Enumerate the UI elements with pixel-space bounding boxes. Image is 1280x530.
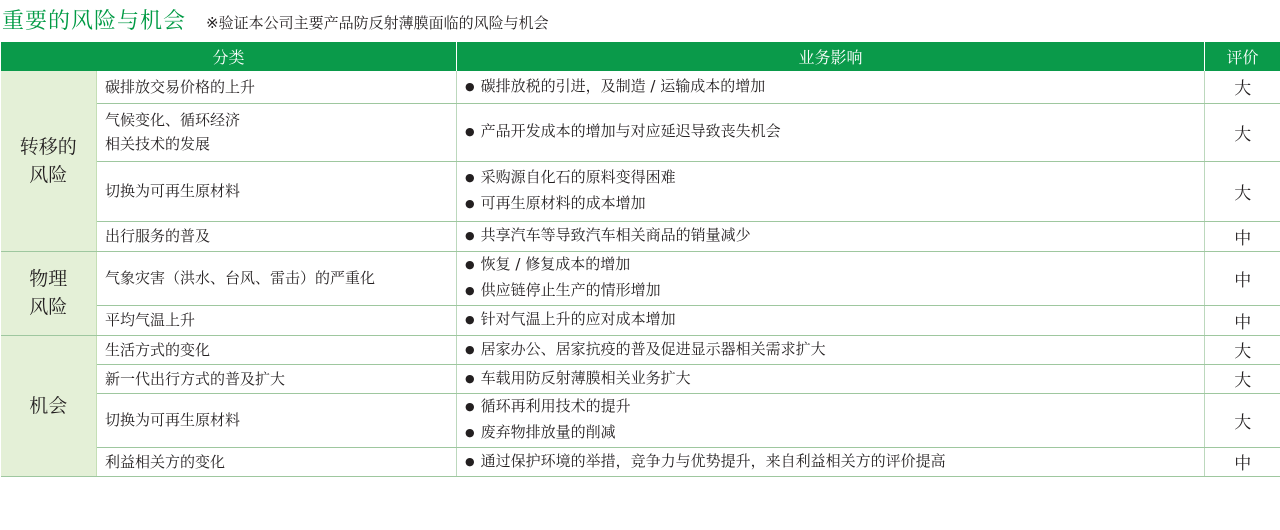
impact-cell: [457, 251, 1205, 305]
subcategory-cell: [97, 447, 457, 476]
category-label: 物理: [29, 268, 68, 290]
table-row: [1, 71, 1280, 103]
impact-bullet-item: ● 居家办公、居家抗疫的普及促进显示器相关需求扩大: [465, 337, 1196, 363]
header-impact: 业务影响: [457, 42, 1205, 71]
impact-bullet-item: ● 可再生原材料的成本增加: [465, 191, 1196, 217]
table-row: [1, 393, 1280, 447]
category-label: 风险: [29, 296, 68, 318]
impact-bullet-item: ● 车载用防反射薄膜相关业务扩大: [465, 366, 1196, 392]
subcategory-label: 出行服务的普及: [105, 227, 211, 245]
table-row: [1, 251, 1280, 305]
impact-bullet-item: ● 产品开发成本的增加与对应延迟导致丧失机会: [465, 119, 1196, 145]
subcategory-cell: [97, 305, 457, 335]
evaluation-cell: 大: [1205, 161, 1280, 221]
table-row: [1, 447, 1280, 476]
subcategory-cell: [97, 335, 457, 364]
title-row: [0, 4, 549, 40]
evaluation-cell: 大: [1205, 103, 1280, 161]
table-row: [1, 221, 1280, 251]
subcategory-label: 新一代出行方式的普及扩大: [105, 369, 286, 388]
impact-bullet-item: ● 供应链停止生产的情形增加: [465, 278, 1196, 304]
impact-bullet-item: ● 循环再利用技术的提升: [465, 394, 1196, 420]
table-row: [1, 335, 1280, 364]
subcategory-label: 气象灾害（洪水、台风、雷击）的严重化: [105, 269, 376, 287]
subcategory-cell: [97, 221, 457, 251]
header-category: 分类: [1, 42, 457, 71]
evaluation-cell: 大: [1205, 335, 1280, 364]
table-body: [1, 71, 1280, 476]
table-row: [1, 305, 1280, 335]
category-cell: [1, 251, 97, 335]
evaluation-cell: 大: [1205, 393, 1280, 447]
category-label: 风险: [29, 163, 68, 186]
impact-bullet-item: ● 碳排放税的引进，及制造 / 运输成本的增加: [465, 74, 1196, 100]
impact-cell: [457, 103, 1205, 161]
subcategory-label: 切换为可再生原材料: [105, 182, 241, 200]
impact-cell: [457, 335, 1205, 364]
subcategory-label: 利益相关方的变化: [105, 452, 226, 471]
evaluation-cell: 中: [1205, 251, 1280, 305]
impact-cell: [457, 161, 1205, 221]
category-cell: [1, 71, 97, 251]
impact-cell: [457, 71, 1205, 103]
impact-cell: [457, 221, 1205, 251]
page-subtitle: ※验证本公司主要产品防反射薄膜面临的风险与机会: [206, 14, 549, 32]
subcategory-label: 碳排放交易价格的上升: [105, 77, 256, 96]
impact-bullet-item: ● 共享汽车等导致汽车相关商品的销量减少: [465, 223, 1196, 249]
impact-bullet-item: ● 通过保护环境的举措，竞争力与优势提升，来自利益相关方的评价提高: [465, 449, 1196, 475]
subcategory-label: 切换为可再生原材料: [105, 411, 241, 429]
subcategory-cell: [97, 364, 457, 393]
subcategory-cell: [97, 71, 457, 103]
header-evaluation: 评价: [1205, 42, 1280, 71]
subcategory-cell: [97, 103, 457, 161]
subcategory-label: 相关技术的发展: [105, 135, 211, 153]
impact-cell: [457, 447, 1205, 476]
impact-bullet-item: ● 废弃物排放量的削减: [465, 420, 1196, 446]
subcategory-label: 生活方式的变化: [105, 340, 211, 359]
table-row: [1, 103, 1280, 161]
category-label: 机会: [29, 394, 68, 417]
table-row: [1, 161, 1280, 221]
impact-bullet-item: ● 针对气温上升的应对成本增加: [465, 307, 1196, 333]
table-row: [1, 364, 1280, 393]
page-title: 重要的风险与机会: [2, 9, 187, 34]
impact-cell: [457, 393, 1205, 447]
risk-opportunity-table: [0, 42, 1280, 477]
subcategory-cell: [97, 251, 457, 305]
impact-cell: [457, 364, 1205, 393]
category-label: 转移的: [19, 135, 77, 158]
impact-bullet-item: ● 恢复 / 修复成本的增加: [465, 252, 1196, 278]
subcategory-label: 气候变化、循环经济: [105, 111, 241, 129]
impact-cell: [457, 305, 1205, 335]
evaluation-cell: 大: [1205, 71, 1280, 103]
subcategory-cell: [97, 393, 457, 447]
table-header-row: [1, 42, 1280, 71]
evaluation-cell: 中: [1205, 221, 1280, 251]
subcategory-cell: [97, 161, 457, 221]
category-cell: [1, 335, 97, 476]
evaluation-cell: 中: [1205, 305, 1280, 335]
evaluation-cell: 中: [1205, 447, 1280, 476]
impact-bullet-item: ● 采购源自化石的原料变得困难: [465, 165, 1196, 191]
evaluation-cell: 大: [1205, 364, 1280, 393]
subcategory-label: 平均气温上升: [105, 311, 196, 329]
